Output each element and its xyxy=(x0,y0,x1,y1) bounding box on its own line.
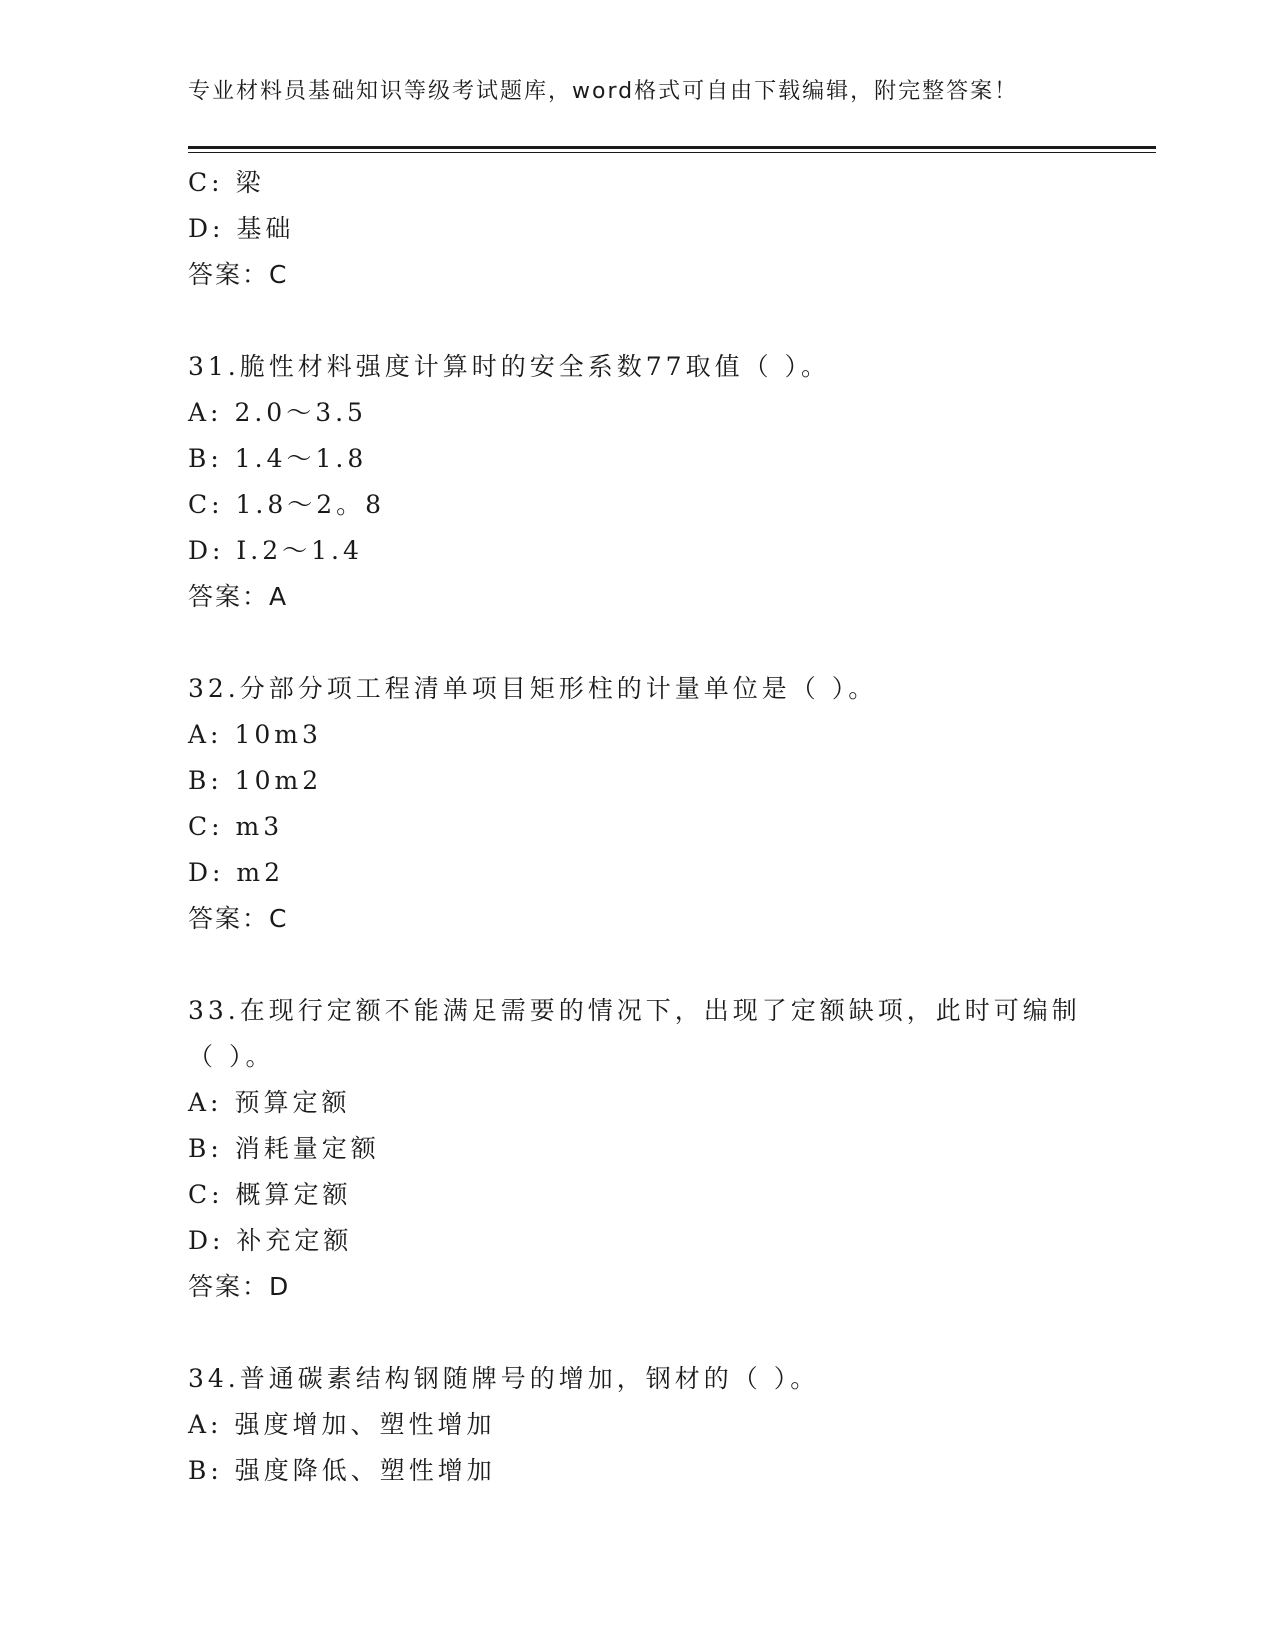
question-30-continued xyxy=(188,160,1148,298)
question-34 xyxy=(188,1356,1148,1494)
option-d: D: I.2～1.4 xyxy=(188,536,363,565)
answer-line: 答案：D xyxy=(188,1272,291,1301)
question-prompt: 34.普通碳素结构钢随牌号的增加，钢材的（ ）。 xyxy=(188,1364,820,1393)
option-a: A: 强度增加、塑性增加 xyxy=(188,1410,496,1439)
option-c: C: 1.8～2。8 xyxy=(188,490,386,519)
option-a: A: 2.0～3.5 xyxy=(188,398,367,427)
option-b: B: 强度降低、塑性增加 xyxy=(188,1456,496,1485)
option-b: B: 消耗量定额 xyxy=(188,1134,380,1163)
question-content xyxy=(188,160,1148,1494)
answer-line: 答案：A xyxy=(188,582,289,611)
question-33 xyxy=(188,988,1148,1310)
answer-line: 答案：C xyxy=(188,904,289,933)
option-b: B: 10m2 xyxy=(188,766,323,795)
option-d: D: 基础 xyxy=(188,214,295,243)
option-c: C: 梁 xyxy=(188,168,265,197)
question-31 xyxy=(188,344,1148,620)
answer-line: 答案：C xyxy=(188,260,289,289)
option-a: A: 10m3 xyxy=(188,720,322,749)
question-prompt-continued: （ ）。 xyxy=(188,1042,275,1071)
option-d: D: 补充定额 xyxy=(188,1226,353,1255)
option-b: B: 1.4～1.8 xyxy=(188,444,368,473)
header-rule-thin xyxy=(188,152,1156,153)
option-c: C: 概算定额 xyxy=(188,1180,352,1209)
option-c: C: m3 xyxy=(188,812,284,841)
question-prompt: 32.分部分项工程清单项目矩形柱的计量单位是（ ）。 xyxy=(188,674,878,703)
option-a: A: 预算定额 xyxy=(188,1088,351,1117)
page-header: 专业材料员基础知识等级考试题库，word格式可自由下载编辑，附完整答案！ xyxy=(188,79,1019,104)
question-32 xyxy=(188,666,1148,942)
question-prompt: 31.脆性材料强度计算时的安全系数77取值（ ）。 xyxy=(188,352,831,381)
header-rule-thick xyxy=(188,146,1156,149)
option-d: D: m2 xyxy=(188,858,285,887)
question-prompt: 33.在现行定额不能满足需要的情况下，出现了定额缺项，此时可编制 xyxy=(188,996,1081,1025)
